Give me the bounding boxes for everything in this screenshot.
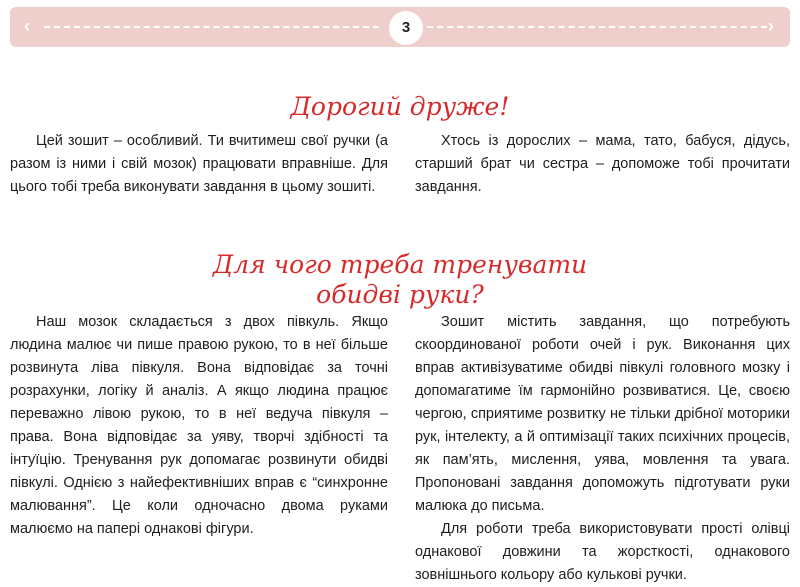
arrow-left-icon: ‹: [24, 16, 30, 36]
heading-dear-friend: Дорогий друже!: [290, 92, 510, 121]
intro-text-right: [415, 130, 790, 199]
heading-line-1: Для чого треба тренувати: [212, 250, 588, 279]
heading-why-train-hands: [0, 250, 800, 310]
workbook-paragraph-2: Для роботи треба використовувати прості олівці однакової довжини та жорсткості, однакового зовнішнього кольору або кулькові ручки.: [415, 521, 790, 583]
workbook-paragraph-1: Зошит містить завдання, що потребують скоординованої роботи очей і рук. Виконання цих вправ активізуватиме обидві півкулі головного мозку і допомагатиме їм гармонійно розвиватися. Це, своєю чергою, сприятиме розвитку не тільки дрібної моторики рук, інтелекту, а й оптимізації таких психічних процесів, як пам’ять, мислення, уява, мовлення та увага. Пропоновані завдання допоможуть підготувати руки малюка до письма.: [415, 314, 790, 514]
header-dashed-line-right: [427, 26, 767, 28]
arrow-right-icon: ›: [768, 16, 774, 36]
heading-line-2: обидві руки?: [316, 280, 484, 309]
page-number: 3: [389, 11, 423, 45]
brain-text-left: [10, 311, 388, 541]
header-dashed-line-left: [44, 26, 379, 28]
intro-paragraph-left: Цей зошит – особливий. Ти вчитимеш свої ручки (а разом із ними і свій мозок) працювати вправніше. Для цього тобі треба виконувати завдання в цьому зошиті.: [10, 133, 388, 195]
intro-paragraph-right: Хтось із дорослих – мама, тато, бабуся, дідусь, старший брат чи сестра – допоможе тобі прочитати завдання.: [415, 133, 790, 195]
intro-text-left: [10, 130, 388, 199]
page-header-band: [10, 7, 790, 47]
brain-paragraph: Наш мозок складається з двох півкуль. Якщо людина малює чи пише правою рукою, то в неї більше розвинута ліва півкуля. Вона відповідає за точні розрахунки, логіку й аналіз. А якщо людина працює переважно лівою рукою, то в неї ведуча півкуля – права. Вона відповідає за уяву, творчі здібності та інтуїцію. Тренування рук допомагає розвинути обидві півкулі. Однією з найефективніших вправ є “синхронне малювання”. Це коли одночасно двома руками малюємо на папері однакові фігури.: [10, 314, 388, 537]
workbook-text-right: [415, 311, 790, 587]
